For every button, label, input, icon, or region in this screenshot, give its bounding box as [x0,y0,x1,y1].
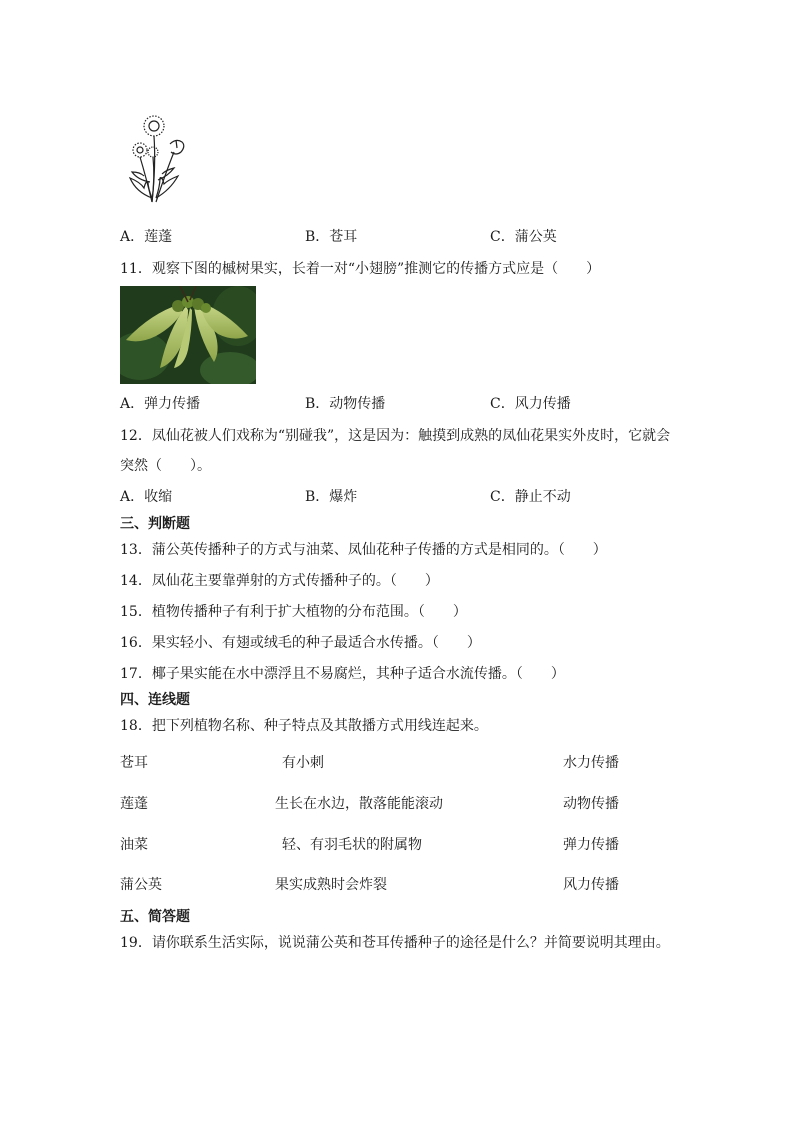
q11-option-b[interactable]: B．动物传播 [305,396,386,412]
match-feature-1[interactable]: 有小刺 [282,755,324,771]
dandelion-illustration [124,112,190,204]
q11-option-c[interactable]: C．风力传播 [490,396,571,412]
q10-option-c[interactable]: C．蒲公英 [490,229,557,245]
match-plant-1[interactable]: 苍耳 [120,755,148,771]
q12-option-c[interactable]: C．静止不动 [490,489,571,505]
match-method-2[interactable]: 动物传播 [563,796,619,812]
q10-option-b[interactable]: B．苍耳 [305,229,358,245]
match-method-1[interactable]: 水力传播 [563,755,619,771]
judge-item-17: 17．椰子果实能在水中漂浮且不易腐烂，其种子适合水流传播。（ ） [120,666,565,682]
q19-question: 19．请你联系生活实际，说说蒲公英和苍耳传播种子的途径是什么？并简要说明其理由。 [120,935,670,951]
match-feature-3[interactable]: 轻、有羽毛状的附属物 [282,837,422,853]
q12-option-b[interactable]: B．爆炸 [305,489,358,505]
match-plant-4[interactable]: 蒲公英 [120,877,162,893]
q10-option-a[interactable]: A．莲蓬 [120,229,173,245]
judge-item-13: 13．蒲公英传播种子的方式与油菜、凤仙花种子传播的方式是相同的。（ ） [120,542,607,558]
q12-question-line1: 12．凤仙花被人们戏称为“别碰我”，这是因为：触摸到成熟的凤仙花果实外皮时，它就会 [120,428,671,444]
match-method-3[interactable]: 弹力传播 [563,837,619,853]
maple-fruit-photo [120,286,256,384]
q11-option-a[interactable]: A．弹力传播 [120,396,201,412]
match-feature-2[interactable]: 生长在水边，散落能能滚动 [275,796,443,812]
match-feature-4[interactable]: 果实成熟时会炸裂 [275,877,387,893]
q18-question: 18．把下列植物名称、种子特点及其散播方式用线连起来。 [120,718,488,734]
match-plant-2[interactable]: 莲蓬 [120,796,148,812]
match-method-4[interactable]: 风力传播 [563,877,619,893]
section4-title: 四、连线题 [120,692,190,708]
judge-item-15: 15．植物传播种子有利于扩大植物的分布范围。（ ） [120,604,467,620]
match-plant-3[interactable]: 油菜 [120,837,148,853]
section5-title: 五、简答题 [120,909,190,925]
q12-question-line2: 突然（ ）。 [120,458,211,474]
judge-item-14: 14．凤仙花主要靠弹射的方式传播种子的。（ ） [120,573,439,589]
section3-title: 三、判断题 [120,516,190,532]
judge-item-16: 16．果实轻小、有翅或绒毛的种子最适合水传播。（ ） [120,635,481,651]
q12-option-a[interactable]: A．收缩 [120,489,173,505]
q11-question: 11．观察下图的槭树果实，长着一对“小翅膀”推测它的传播方式应是（ ） [120,261,601,277]
